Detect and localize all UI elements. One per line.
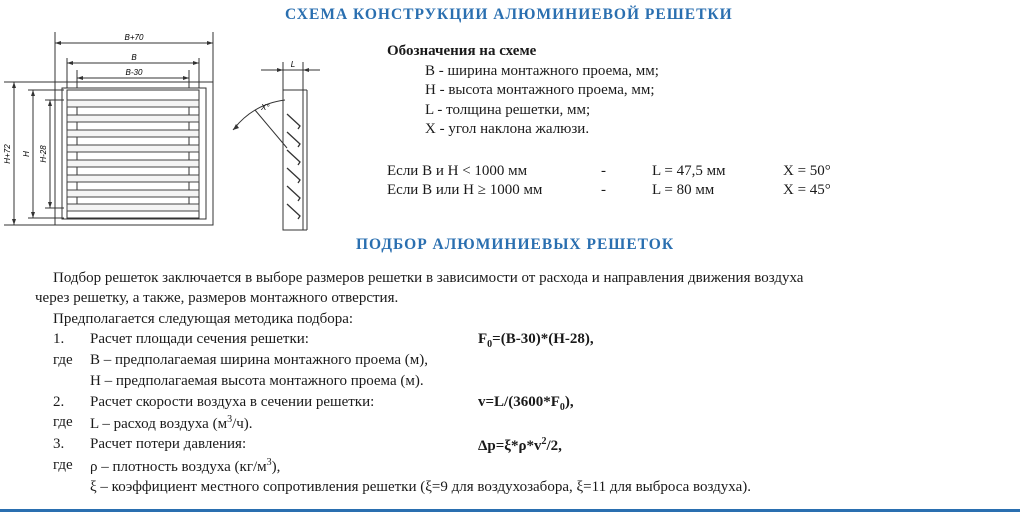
section-title: ПОДБОР АЛЮМИНИЕВЫХ РЕШЕТОК xyxy=(356,236,675,253)
legend-title: Обозначения на схеме xyxy=(387,43,537,59)
side-view-diagram xyxy=(225,58,320,233)
legend-item: X - угол наклона жалюзи. xyxy=(425,121,590,138)
where-label: где xyxy=(53,457,73,473)
step-1-formula: $F_0=(B-30)*(H-28)$, xyxy=(478,331,594,350)
intro-line: Предполагается следующая методика подбора: xyxy=(53,311,354,327)
condition-2-x: X = 45° xyxy=(783,182,831,198)
dim-h28-label: H-28 xyxy=(39,145,48,163)
condition-1-l: L = 47,5 мм xyxy=(652,163,726,179)
bottom-divider xyxy=(0,509,1020,512)
where-b: B – предполагаемая ширина монтажного проема (м), xyxy=(90,352,429,368)
dim-h72-label: H+72 xyxy=(3,144,12,164)
condition-2-l: L = 80 мм xyxy=(652,182,715,198)
intro-line: Подбор решеток заключается в выборе размеров решетки в зависимости от расхода и направления движения воздуха xyxy=(53,270,804,286)
legend-item: L - толщина решетки, мм; xyxy=(425,101,591,118)
step-2-formula: $v=L/(3600*F_0)$, xyxy=(478,394,574,413)
dim-h-label: H xyxy=(22,151,31,157)
where-rho: ρ – плотность воздуха $(кг/м^3)$, xyxy=(90,457,281,475)
step-3-text: Расчет потери давления: xyxy=(90,436,247,452)
step-2-number: 2. xyxy=(53,394,65,410)
legend xyxy=(387,42,659,140)
condition-2-dash: - xyxy=(601,182,606,198)
condition-1-x: X = 50° xyxy=(783,163,831,179)
condition-1-dash: - xyxy=(601,163,606,179)
dim-x-angle-label: X° xyxy=(261,103,270,112)
legend-item: H - высота монтажного проема, мм; xyxy=(425,82,655,99)
condition-2-text: Если B или H ≥ 1000 мм xyxy=(387,182,543,198)
front-view-diagram xyxy=(0,28,215,238)
step-1-number: 1. xyxy=(53,331,65,347)
dim-b70-label: B+70 xyxy=(124,33,144,42)
step-1-text: Расчет площади сечения решетки: xyxy=(90,331,309,347)
where-h: H – предполагаемая высота монтажного проема (м). xyxy=(90,373,424,389)
dim-b-label: B xyxy=(131,53,137,62)
where-label: где xyxy=(53,414,73,430)
intro-line: через решетку, а также, размеров монтажного отверстия. xyxy=(35,290,399,306)
dim-b30-label: B-30 xyxy=(125,68,143,77)
page-title: СХЕМА КОНСТРУКЦИИ АЛЮМИНИЕВОЙ РЕШЕТКИ xyxy=(285,6,733,23)
legend-item: B - ширина монтажного проема, мм; xyxy=(425,62,659,79)
dim-l-label: L xyxy=(290,60,296,69)
where-label: где xyxy=(53,352,73,368)
where-xi: ξ – коэффициент местного сопротивления решетки (ξ=9 для воздухозабора, ξ=11 для выброса воздуха). xyxy=(90,479,751,495)
step-3-number: 3. xyxy=(53,436,65,452)
where-l: L – расход воздуха $(м^3/ч)$. xyxy=(90,414,253,432)
condition-1-text: Если B и H < 1000 мм xyxy=(387,163,528,179)
step-3-formula: $\Delta p=\xi*\rho*v^2/2$, xyxy=(478,436,562,454)
step-2-text: Расчет скорости воздуха в сечении решетки: xyxy=(90,394,375,410)
